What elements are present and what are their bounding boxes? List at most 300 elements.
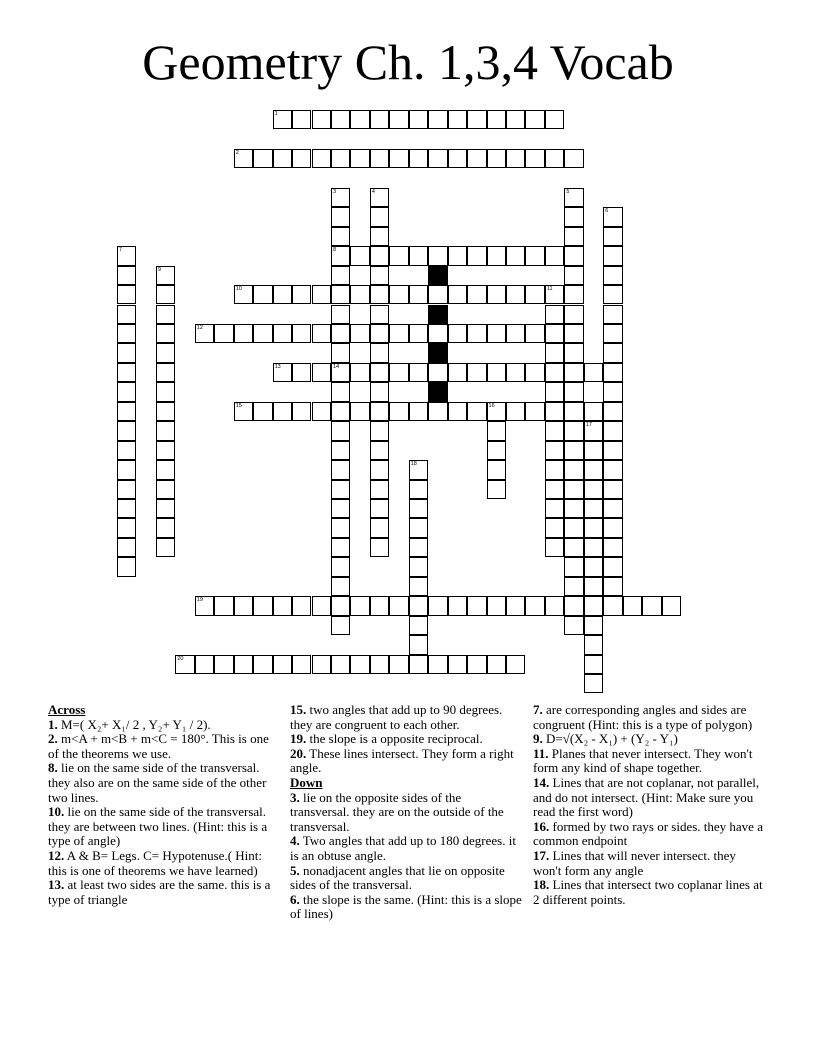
grid-cell[interactable] [253,324,272,343]
grid-cell[interactable] [273,149,292,168]
grid-cell[interactable] [448,285,467,304]
grid-cell[interactable] [467,363,486,382]
grid-cell[interactable] [506,596,525,615]
grid-cell[interactable] [409,655,428,674]
grid-cell[interactable] [156,499,175,518]
grid-cell[interactable] [603,480,622,499]
grid-cell[interactable] [545,480,564,499]
grid-cell[interactable] [370,596,389,615]
grid-cell[interactable] [409,324,428,343]
grid-cell[interactable] [409,577,428,596]
grid-cell[interactable] [292,655,311,674]
grid-cell[interactable] [564,305,583,324]
grid-cell[interactable] [564,324,583,343]
grid-cell[interactable] [584,655,603,674]
grid-cell[interactable] [156,460,175,479]
grid-cell[interactable] [389,324,408,343]
grid-cell[interactable] [584,480,603,499]
grid-cell[interactable] [584,499,603,518]
grid-cell[interactable] [156,305,175,324]
grid-cell[interactable] [506,285,525,304]
grid-cell[interactable] [292,149,311,168]
grid-cell[interactable] [584,577,603,596]
grid-cell[interactable] [487,285,506,304]
grid-cell[interactable] [642,596,661,615]
grid-cell[interactable] [195,596,214,615]
grid-cell[interactable] [370,227,389,246]
grid-cell[interactable] [428,363,447,382]
grid-cell[interactable] [525,285,544,304]
grid-cell[interactable] [409,363,428,382]
grid-cell[interactable] [253,596,272,615]
grid-cell[interactable] [370,343,389,362]
grid-cell[interactable] [331,110,350,129]
grid-cell[interactable] [156,363,175,382]
grid-cell[interactable] [331,499,350,518]
grid-cell[interactable] [564,499,583,518]
grid-cell[interactable] [117,266,136,285]
grid-cell[interactable] [545,460,564,479]
grid-cell[interactable] [156,421,175,440]
grid-cell[interactable] [370,149,389,168]
grid-cell[interactable] [603,207,622,226]
grid-cell[interactable] [506,402,525,421]
grid-cell[interactable] [487,402,506,421]
grid-cell[interactable] [312,655,331,674]
grid-cell[interactable] [487,441,506,460]
grid-cell[interactable] [331,285,350,304]
grid-cell[interactable] [370,110,389,129]
grid-cell[interactable] [117,480,136,499]
grid-cell[interactable] [545,518,564,537]
grid-cell[interactable] [545,363,564,382]
grid-cell[interactable] [603,363,622,382]
grid-cell[interactable] [273,596,292,615]
grid-cell[interactable] [350,110,369,129]
grid-cell[interactable] [117,402,136,421]
grid-cell[interactable] [564,518,583,537]
grid-cell[interactable] [467,110,486,129]
grid-cell[interactable] [564,382,583,401]
grid-cell[interactable] [370,285,389,304]
grid-cell[interactable] [603,285,622,304]
grid-cell[interactable] [253,285,272,304]
grid-cell[interactable] [117,460,136,479]
grid-cell[interactable] [292,110,311,129]
grid-cell[interactable] [428,149,447,168]
grid-cell[interactable] [409,538,428,557]
grid-cell[interactable] [156,382,175,401]
grid-cell[interactable] [331,480,350,499]
grid-cell[interactable] [564,557,583,576]
grid-cell[interactable] [603,538,622,557]
grid-cell[interactable] [409,596,428,615]
grid-cell[interactable] [350,596,369,615]
grid-cell[interactable] [564,460,583,479]
grid-cell[interactable] [292,324,311,343]
grid-cell[interactable] [331,402,350,421]
grid-cell[interactable] [370,188,389,207]
grid-cell[interactable] [584,616,603,635]
grid-cell[interactable] [584,674,603,693]
grid-cell[interactable] [370,460,389,479]
grid-cell[interactable] [525,363,544,382]
grid-cell[interactable] [662,596,681,615]
grid-cell[interactable] [370,207,389,226]
grid-cell[interactable] [389,149,408,168]
grid-cell[interactable] [428,246,447,265]
grid-cell[interactable] [564,207,583,226]
grid-cell[interactable] [603,343,622,362]
grid-cell[interactable] [506,655,525,674]
grid-cell[interactable] [273,285,292,304]
grid-cell[interactable] [545,382,564,401]
grid-cell[interactable] [545,538,564,557]
grid-cell[interactable] [603,441,622,460]
grid-cell[interactable] [370,518,389,537]
grid-cell[interactable] [448,596,467,615]
grid-cell[interactable] [409,149,428,168]
grid-cell[interactable] [253,402,272,421]
grid-cell[interactable] [312,324,331,343]
grid-cell[interactable] [234,285,253,304]
grid-cell[interactable] [603,266,622,285]
grid-cell[interactable] [389,655,408,674]
grid-cell[interactable] [409,480,428,499]
grid-cell[interactable] [584,460,603,479]
grid-cell[interactable] [506,149,525,168]
grid-cell[interactable] [156,518,175,537]
grid-cell[interactable] [117,363,136,382]
grid-cell[interactable] [545,110,564,129]
grid-cell[interactable] [370,324,389,343]
grid-cell[interactable] [389,246,408,265]
grid-cell[interactable] [331,557,350,576]
grid-cell[interactable] [214,324,233,343]
grid-cell[interactable] [370,363,389,382]
grid-cell[interactable] [156,343,175,362]
grid-cell[interactable] [292,285,311,304]
grid-cell[interactable] [409,110,428,129]
grid-cell[interactable] [370,499,389,518]
grid-cell[interactable] [273,402,292,421]
grid-cell[interactable] [117,343,136,362]
grid-cell[interactable] [564,149,583,168]
grid-cell[interactable] [312,110,331,129]
grid-cell[interactable] [545,441,564,460]
grid-cell[interactable] [603,596,622,615]
grid-cell[interactable] [584,363,603,382]
grid-cell[interactable] [253,149,272,168]
grid-cell[interactable] [312,285,331,304]
grid-cell[interactable] [253,655,272,674]
grid-cell[interactable] [584,441,603,460]
grid-cell[interactable] [117,246,136,265]
grid-cell[interactable] [234,655,253,674]
grid-cell[interactable] [428,402,447,421]
grid-cell[interactable] [331,227,350,246]
grid-cell[interactable] [564,266,583,285]
grid-cell[interactable] [428,110,447,129]
grid-cell[interactable] [564,616,583,635]
grid-cell[interactable] [350,246,369,265]
grid-cell[interactable] [545,402,564,421]
grid-cell[interactable] [331,246,350,265]
grid-cell[interactable] [603,460,622,479]
grid-cell[interactable] [350,285,369,304]
grid-cell[interactable] [409,499,428,518]
grid-cell[interactable] [506,246,525,265]
grid-cell[interactable] [370,421,389,440]
grid-cell[interactable] [117,305,136,324]
grid-cell[interactable] [564,402,583,421]
grid-cell[interactable] [273,324,292,343]
grid-cell[interactable] [117,421,136,440]
grid-cell[interactable] [117,538,136,557]
grid-cell[interactable] [117,518,136,537]
grid-cell[interactable] [448,363,467,382]
grid-cell[interactable] [448,324,467,343]
grid-cell[interactable] [545,499,564,518]
grid-cell[interactable] [525,149,544,168]
grid-cell[interactable] [584,538,603,557]
grid-cell[interactable] [350,655,369,674]
grid-cell[interactable] [428,285,447,304]
grid-cell[interactable] [448,149,467,168]
grid-cell[interactable] [545,246,564,265]
grid-cell[interactable] [175,655,194,674]
grid-cell[interactable] [564,421,583,440]
grid-cell[interactable] [331,324,350,343]
grid-cell[interactable] [370,305,389,324]
grid-cell[interactable] [409,285,428,304]
grid-cell[interactable] [506,110,525,129]
grid-cell[interactable] [525,402,544,421]
grid-cell[interactable] [312,402,331,421]
grid-cell[interactable] [234,402,253,421]
grid-cell[interactable] [584,635,603,654]
grid-cell[interactable] [564,441,583,460]
grid-cell[interactable] [156,441,175,460]
grid-cell[interactable] [156,266,175,285]
grid-cell[interactable] [312,149,331,168]
grid-cell[interactable] [273,363,292,382]
grid-cell[interactable] [370,382,389,401]
grid-cell[interactable] [156,538,175,557]
grid-cell[interactable] [331,207,350,226]
grid-cell[interactable] [331,382,350,401]
grid-cell[interactable] [564,363,583,382]
grid-cell[interactable] [487,324,506,343]
grid-cell[interactable] [603,227,622,246]
grid-cell[interactable] [292,402,311,421]
grid-cell[interactable] [350,324,369,343]
grid-cell[interactable] [487,655,506,674]
grid-cell[interactable] [117,499,136,518]
grid-cell[interactable] [448,402,467,421]
grid-cell[interactable] [603,246,622,265]
grid-cell[interactable] [214,596,233,615]
grid-cell[interactable] [409,557,428,576]
grid-cell[interactable] [506,363,525,382]
grid-cell[interactable] [156,285,175,304]
grid-cell[interactable] [350,402,369,421]
grid-cell[interactable] [292,596,311,615]
grid-cell[interactable] [312,363,331,382]
grid-cell[interactable] [428,655,447,674]
grid-cell[interactable] [564,596,583,615]
grid-cell[interactable] [331,577,350,596]
grid-cell[interactable] [331,518,350,537]
grid-cell[interactable] [545,324,564,343]
grid-cell[interactable] [467,402,486,421]
grid-cell[interactable] [603,324,622,343]
grid-cell[interactable] [603,305,622,324]
grid-cell[interactable] [603,499,622,518]
grid-cell[interactable] [603,382,622,401]
grid-cell[interactable] [467,149,486,168]
grid-cell[interactable] [370,655,389,674]
grid-cell[interactable] [156,480,175,499]
grid-cell[interactable] [156,324,175,343]
grid-cell[interactable] [273,110,292,129]
grid-cell[interactable] [331,596,350,615]
grid-cell[interactable] [487,596,506,615]
grid-cell[interactable] [331,266,350,285]
grid-cell[interactable] [428,324,447,343]
grid-cell[interactable] [331,441,350,460]
grid-cell[interactable] [525,596,544,615]
grid-cell[interactable] [564,227,583,246]
grid-cell[interactable] [487,480,506,499]
grid-cell[interactable] [564,480,583,499]
grid-cell[interactable] [195,655,214,674]
grid-cell[interactable] [370,246,389,265]
grid-cell[interactable] [370,480,389,499]
grid-cell[interactable] [195,324,214,343]
grid-cell[interactable] [448,110,467,129]
grid-cell[interactable] [234,596,253,615]
grid-cell[interactable] [448,246,467,265]
grid-cell[interactable] [389,402,408,421]
grid-cell[interactable] [389,596,408,615]
grid-cell[interactable] [409,518,428,537]
grid-cell[interactable] [603,421,622,440]
black-cell [428,305,447,324]
grid-cell[interactable] [370,402,389,421]
grid-cell[interactable] [487,149,506,168]
grid-cell[interactable] [584,402,603,421]
grid-cell[interactable] [409,616,428,635]
grid-cell[interactable] [117,324,136,343]
grid-cell[interactable] [117,441,136,460]
grid-cell[interactable] [487,460,506,479]
grid-cell[interactable] [545,285,564,304]
grid-cell[interactable] [564,188,583,207]
grid-cell[interactable] [214,655,233,674]
grid-cell[interactable] [545,149,564,168]
grid-cell[interactable] [487,421,506,440]
grid-cell[interactable] [467,285,486,304]
grid-cell[interactable] [564,577,583,596]
grid-cell[interactable] [525,110,544,129]
grid-cell[interactable] [545,305,564,324]
grid-cell[interactable] [409,246,428,265]
grid-cell[interactable] [331,460,350,479]
grid-cell[interactable] [331,305,350,324]
grid-cell[interactable] [467,655,486,674]
grid-cell[interactable] [234,149,253,168]
grid-cell[interactable] [370,441,389,460]
grid-cell[interactable] [584,421,603,440]
grid-cell[interactable] [350,363,369,382]
grid-cell[interactable] [487,246,506,265]
grid-cell[interactable] [584,596,603,615]
grid-cell[interactable] [331,188,350,207]
grid-cell[interactable] [584,518,603,537]
grid-cell[interactable] [331,655,350,674]
grid-cell[interactable] [389,285,408,304]
grid-cell[interactable] [234,324,253,343]
grid-cell[interactable] [506,324,525,343]
grid-cell[interactable] [292,363,311,382]
grid-cell[interactable] [487,363,506,382]
grid-cell[interactable] [428,596,447,615]
grid-cell[interactable] [156,402,175,421]
grid-cell[interactable] [564,538,583,557]
grid-cell[interactable] [273,655,292,674]
grid-cell[interactable] [467,596,486,615]
grid-cell[interactable] [603,557,622,576]
grid-cell[interactable] [331,538,350,557]
grid-cell[interactable] [623,596,642,615]
grid-cell[interactable] [350,149,369,168]
grid-cell[interactable] [409,635,428,654]
grid-cell[interactable] [117,382,136,401]
grid-cell[interactable] [117,285,136,304]
grid-cell[interactable] [331,363,350,382]
grid-cell[interactable] [370,538,389,557]
grid-cell[interactable] [603,402,622,421]
grid-cell[interactable] [603,577,622,596]
grid-cell[interactable] [467,246,486,265]
grid-cell[interactable] [564,343,583,362]
grid-cell[interactable] [564,246,583,265]
grid-cell[interactable] [564,285,583,304]
grid-cell[interactable] [331,149,350,168]
grid-cell[interactable] [409,402,428,421]
grid-cell[interactable] [525,246,544,265]
grid-cell[interactable] [467,324,486,343]
grid-cell[interactable] [525,324,544,343]
grid-cell[interactable] [409,460,428,479]
grid-cell[interactable] [389,110,408,129]
grid-cell[interactable] [331,421,350,440]
grid-cell[interactable] [487,110,506,129]
grid-cell[interactable] [545,421,564,440]
grid-cell[interactable] [370,266,389,285]
grid-cell[interactable] [545,343,564,362]
grid-cell[interactable] [331,343,350,362]
grid-cell[interactable] [584,557,603,576]
grid-cell[interactable] [331,616,350,635]
grid-cell[interactable] [545,596,564,615]
grid-cell[interactable] [389,363,408,382]
grid-cell[interactable] [312,596,331,615]
grid-cell[interactable] [117,557,136,576]
grid-cell[interactable] [603,518,622,537]
grid-cell[interactable] [448,655,467,674]
